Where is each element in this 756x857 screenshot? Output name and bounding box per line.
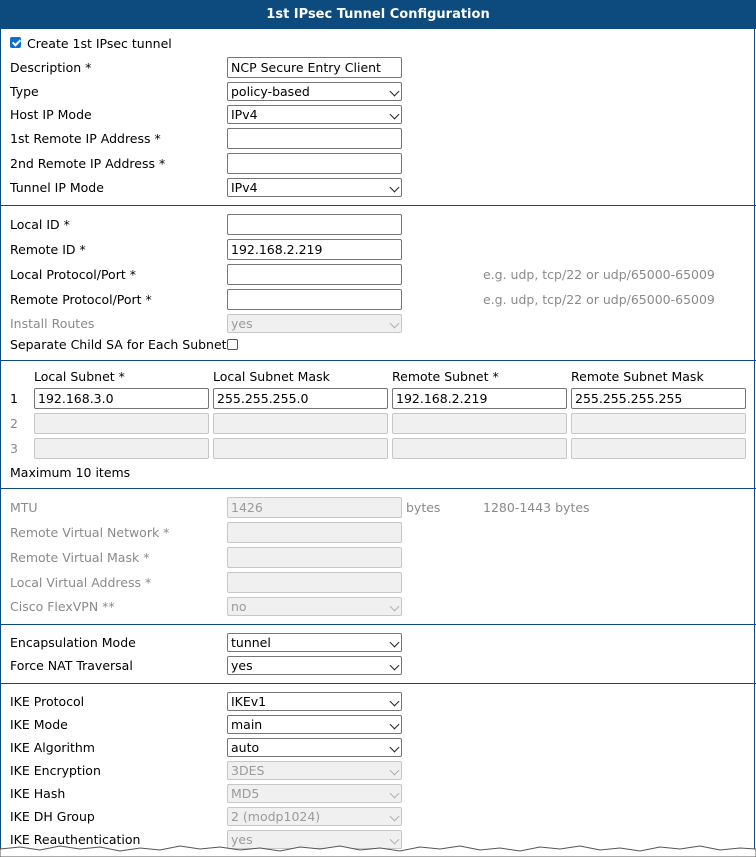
separate-child-sa-label: Separate Child SA for Each Subnet (10, 337, 227, 352)
mtu-label: MTU (10, 500, 38, 515)
ike-mode-value: main (231, 717, 263, 732)
local-subnet-mask-input[interactable] (213, 413, 388, 434)
separate-child-sa-checkbox[interactable] (227, 339, 238, 350)
chevron-down-icon (390, 638, 400, 648)
encapsulation-mode-select[interactable] (227, 633, 402, 652)
section-divider (0, 205, 756, 206)
remote-subnet-mask-input[interactable] (571, 413, 746, 434)
remote-protocol-hint: e.g. udp, tcp/22 or udp/65000-65009 (483, 292, 715, 307)
local-protocol-input[interactable] (227, 264, 402, 285)
subnet-row-number: 1 (10, 391, 18, 406)
ike-reauthentication-value: yes (231, 832, 253, 847)
remote-virtual-network-input[interactable] (227, 522, 402, 543)
subnet-row-number: 3 (10, 441, 18, 456)
ike-dh-group-label: IKE DH Group (10, 809, 95, 824)
remote-subnet-mask-input[interactable]: 255.255.255.255 (571, 388, 746, 409)
mtu-range-hint: 1280-1443 bytes (483, 500, 590, 515)
local-subnet-mask-input[interactable]: 255.255.255.0 (213, 388, 388, 409)
remote-subnet-input[interactable] (392, 438, 567, 459)
local-subnet-input[interactable] (34, 438, 209, 459)
local-subnet-input[interactable] (34, 413, 209, 434)
create-tunnel-checkbox[interactable] (10, 37, 21, 48)
remote-protocol-input[interactable] (227, 289, 402, 310)
ike-protocol-value: IKEv1 (231, 694, 267, 709)
local-protocol-label: Local Protocol/Port * (10, 267, 136, 282)
torn-edge-decoration (0, 838, 756, 857)
remote-subnet-mask-input[interactable] (571, 438, 746, 459)
remote-id-input[interactable]: 192.168.2.219 (227, 239, 402, 260)
chevron-down-icon (390, 789, 400, 799)
cisco-flexvpn-select[interactable] (227, 597, 402, 616)
host-ip-mode-value: IPv4 (231, 107, 258, 122)
remote-ip-1-input[interactable] (227, 128, 402, 149)
remote-virtual-network-label: Remote Virtual Network * (10, 525, 170, 540)
chevron-down-icon (390, 697, 400, 707)
chevron-down-icon (390, 319, 400, 329)
type-value: policy-based (231, 84, 310, 99)
chevron-down-icon (390, 743, 400, 753)
install-routes-label: Install Routes (10, 316, 95, 331)
section-divider (0, 488, 756, 489)
max-items-note: Maximum 10 items (10, 465, 131, 480)
ike-hash-select[interactable] (227, 784, 402, 803)
local-subnet-mask-input[interactable] (213, 438, 388, 459)
section-divider (0, 624, 756, 625)
ike-mode-select[interactable] (227, 715, 402, 734)
page-title: 1st IPsec Tunnel Configuration (0, 0, 756, 29)
mtu-input[interactable]: 1426 (227, 497, 402, 518)
mtu-unit: bytes (406, 500, 441, 515)
chevron-down-icon (390, 87, 400, 97)
section-divider (0, 683, 756, 684)
cisco-flexvpn-value: no (231, 599, 247, 614)
ike-dh-group-select[interactable] (227, 807, 402, 826)
subnet-header-local-mask: Local Subnet Mask (213, 369, 330, 384)
ike-algorithm-value: auto (231, 740, 260, 755)
host-ip-mode-select[interactable] (227, 105, 402, 124)
subnet-row-number: 2 (10, 416, 18, 431)
encapsulation-mode-label: Encapsulation Mode (10, 635, 136, 650)
ike-reauthentication-label: IKE Reauthentication (10, 832, 141, 847)
cisco-flexvpn-label: Cisco FlexVPN ** (10, 599, 115, 614)
subnet-header-local-subnet: Local Subnet * (34, 369, 125, 384)
chevron-down-icon (390, 661, 400, 671)
local-virtual-address-input[interactable] (227, 572, 402, 593)
install-routes-select[interactable] (227, 314, 402, 333)
tunnel-ip-mode-label: Tunnel IP Mode (10, 180, 104, 195)
ike-protocol-label: IKE Protocol (10, 694, 85, 709)
ike-protocol-select[interactable] (227, 692, 402, 711)
chevron-down-icon (390, 602, 400, 612)
tunnel-ip-mode-value: IPv4 (231, 180, 258, 195)
section-divider (0, 360, 756, 361)
description-input[interactable]: NCP Secure Entry Client (227, 57, 402, 78)
chevron-down-icon (390, 812, 400, 822)
chevron-down-icon (390, 720, 400, 730)
subnet-header-remote-mask: Remote Subnet Mask (571, 369, 704, 384)
force-nat-label: Force NAT Traversal (10, 658, 133, 673)
remote-subnet-input[interactable] (392, 413, 567, 434)
ike-mode-label: IKE Mode (10, 717, 68, 732)
remote-virtual-mask-input[interactable] (227, 547, 402, 568)
ike-encryption-label: IKE Encryption (10, 763, 101, 778)
type-select[interactable] (227, 82, 402, 101)
ike-dh-group-value: 2 (modp1024) (231, 809, 321, 824)
ike-algorithm-select[interactable] (227, 738, 402, 757)
remote-protocol-label: Remote Protocol/Port * (10, 292, 152, 307)
force-nat-select[interactable] (227, 656, 402, 675)
remote-id-label: Remote ID * (10, 242, 86, 257)
install-routes-value: yes (231, 316, 253, 331)
type-label: Type (10, 84, 39, 99)
host-ip-mode-label: Host IP Mode (10, 107, 92, 122)
ike-hash-label: IKE Hash (10, 786, 66, 801)
local-id-label: Local ID * (10, 217, 70, 232)
ike-algorithm-label: IKE Algorithm (10, 740, 95, 755)
remote-subnet-input[interactable]: 192.168.2.219 (392, 388, 567, 409)
chevron-down-icon (390, 766, 400, 776)
local-subnet-input[interactable]: 192.168.3.0 (34, 388, 209, 409)
chevron-down-icon (390, 183, 400, 193)
remote-ip-1-label: 1st Remote IP Address * (10, 131, 161, 146)
local-id-input[interactable] (227, 214, 402, 235)
create-tunnel-label: Create 1st IPsec tunnel (27, 36, 172, 51)
chevron-down-icon (390, 110, 400, 120)
description-label: Description * (10, 60, 92, 75)
subnet-header-remote-subnet: Remote Subnet * (392, 369, 499, 384)
tunnel-ip-mode-select[interactable] (227, 178, 402, 197)
remote-ip-2-input[interactable] (227, 153, 402, 174)
encapsulation-mode-value: tunnel (231, 635, 271, 650)
local-protocol-hint: e.g. udp, tcp/22 or udp/65000-65009 (483, 267, 715, 282)
ike-encryption-value: 3DES (231, 763, 265, 778)
ike-hash-value: MD5 (231, 786, 260, 801)
local-virtual-address-label: Local Virtual Address * (10, 575, 152, 590)
force-nat-value: yes (231, 658, 253, 673)
remote-ip-2-label: 2nd Remote IP Address * (10, 156, 166, 171)
ike-encryption-select[interactable] (227, 761, 402, 780)
remote-virtual-mask-label: Remote Virtual Mask * (10, 550, 150, 565)
